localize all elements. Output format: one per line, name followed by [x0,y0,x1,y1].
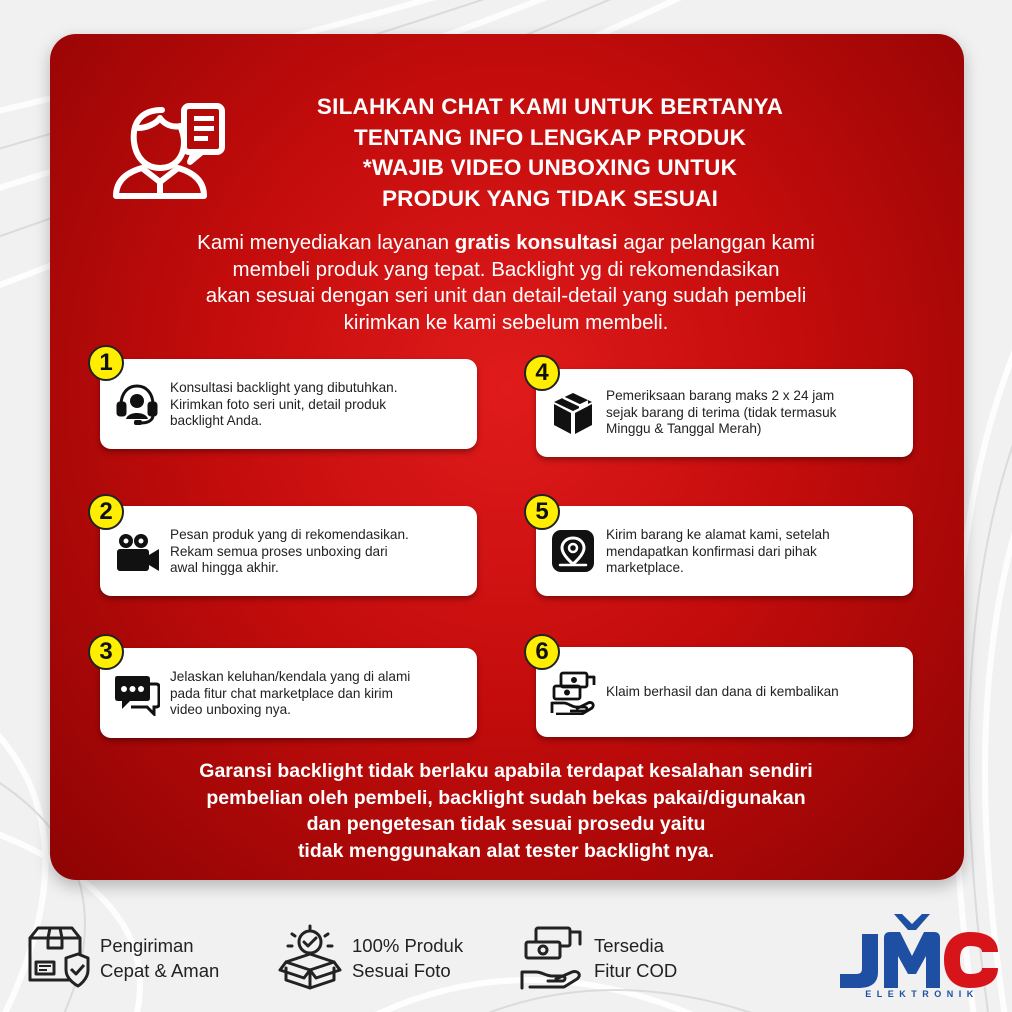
intro-line-3: akan sesuai dengan seri unit dan detail-detail yang sudah pembeli [205,284,807,307]
intro-paragraph [80,230,932,336]
chat-bubbles-icon [114,670,160,716]
step-3-line-3: video unboxing nya. [170,702,291,718]
feature-label-line: Sesuai Foto [352,959,451,981]
headline-line-3: *WAJIB VIDEO UNBOXING UNTUK [362,155,738,180]
step-4-line-3: Minggu & Tanggal Merah) [606,421,762,437]
video-camera-icon [114,530,160,576]
open-box-check-icon [278,924,342,990]
intro-text: Kami menyediakan layanan [197,231,455,254]
warranty-line-1: Garansi backlight tidak berlaku apabila terdapat kesalahan sendiri [199,760,813,782]
feature-label-line: Pengiriman [100,935,194,956]
step-1-line-3: backlight Anda. [170,413,263,429]
intro-line-2: membeli produk yang tepat. Backlight yg di rekomendasikan [232,257,780,281]
step-number-3: 3 [88,634,124,670]
feature-product-label [352,934,463,983]
feature-label-line: Cepat & Aman [100,959,220,981]
intro-bold-text: gratis konsultasi [454,231,618,254]
refund-money-icon [550,669,596,715]
logo-subtitle: ELEKTRONIK [865,989,979,999]
step-5-line-1: Kirim barang ke alamat kami, setelah [606,527,830,542]
headline-line-4: PRODUK YANG TIDAK SESUAI [381,185,719,211]
step-number-4: 4 [524,355,560,391]
step-2-line-2: Rekam semua proses unboxing dari [170,543,388,559]
warranty-line-4: tidak menggunakan alat tester backlight nya. [297,839,715,862]
step-3-line-1: Jelaskan keluhan/kendala yang di alami [170,669,411,684]
feature-label-line: Fitur COD [594,959,678,981]
step-card-2 [100,506,477,596]
step-number-2: 2 [88,494,124,530]
headline [240,92,860,214]
feature-shipping [26,924,266,994]
feature-shipping-label [100,934,219,983]
customer-service-chat-icon [110,96,228,200]
headline-line-2: TENTANG INFO LENGKAP PRODUK [353,124,747,150]
feature-cod-label [594,934,677,983]
cash-on-delivery-icon [520,924,584,990]
step-card-5 [536,506,913,596]
step-number-1: 1 [88,345,124,381]
step-1-line-2: Kirimkan foto seri unit, detail produk [170,396,387,412]
location-pin-icon [550,528,596,574]
step-5-line-3: marketplace. [606,560,684,576]
step-number-5: 5 [524,494,560,530]
intro-text: agar pelanggan kami [617,231,815,254]
intro-line-4: kirimkan ke kami sebelum membeli. [343,310,669,334]
step-number-6: 6 [524,634,560,670]
feature-label-line: Tersedia [594,935,664,956]
warranty-note [70,758,942,864]
headset-icon [114,381,160,427]
step-4-line-2: sejak barang di terima (tidak termasuk [606,404,837,420]
shipping-box-shield-icon [26,924,90,990]
step-card-3 [100,648,477,738]
package-box-icon [550,390,596,436]
step-card-6 [536,647,913,737]
jmc-elektronik-logo [836,912,1004,1000]
step-card-1 [100,359,477,449]
step-2-line-3: awal hingga akhir. [170,560,279,576]
step-5-line-2: mendapatkan konfirmasi dari pihak [606,543,817,559]
step-6-line-1: Klaim berhasil dan dana di kembalikan [606,684,839,699]
intro-line-1 [80,230,932,257]
step-3-line-2: pada fitur chat marketplace dan kirim [170,685,393,701]
step-2-line-1: Pesan produk yang di rekomendasikan. [170,527,409,542]
warranty-line-2: pembelian oleh pembeli, backlight sudah bekas pakai/digunakan [206,786,806,809]
feature-label-line: 100% Produk [352,935,464,956]
step-4-line-1: Pemeriksaan barang maks 2 x 24 jam [606,388,835,403]
warranty-line-3: dan pengetesan tidak sesuai prosedu yaitu [306,813,706,835]
feature-cod [520,924,720,994]
feature-product-match [278,924,508,994]
step-1-line-1: Konsultasi backlight yang dibutuhkan. [170,380,398,395]
step-card-4 [536,369,913,457]
headline-line-1: SILAHKAN CHAT KAMI UNTUK BERTANYA [316,94,784,119]
